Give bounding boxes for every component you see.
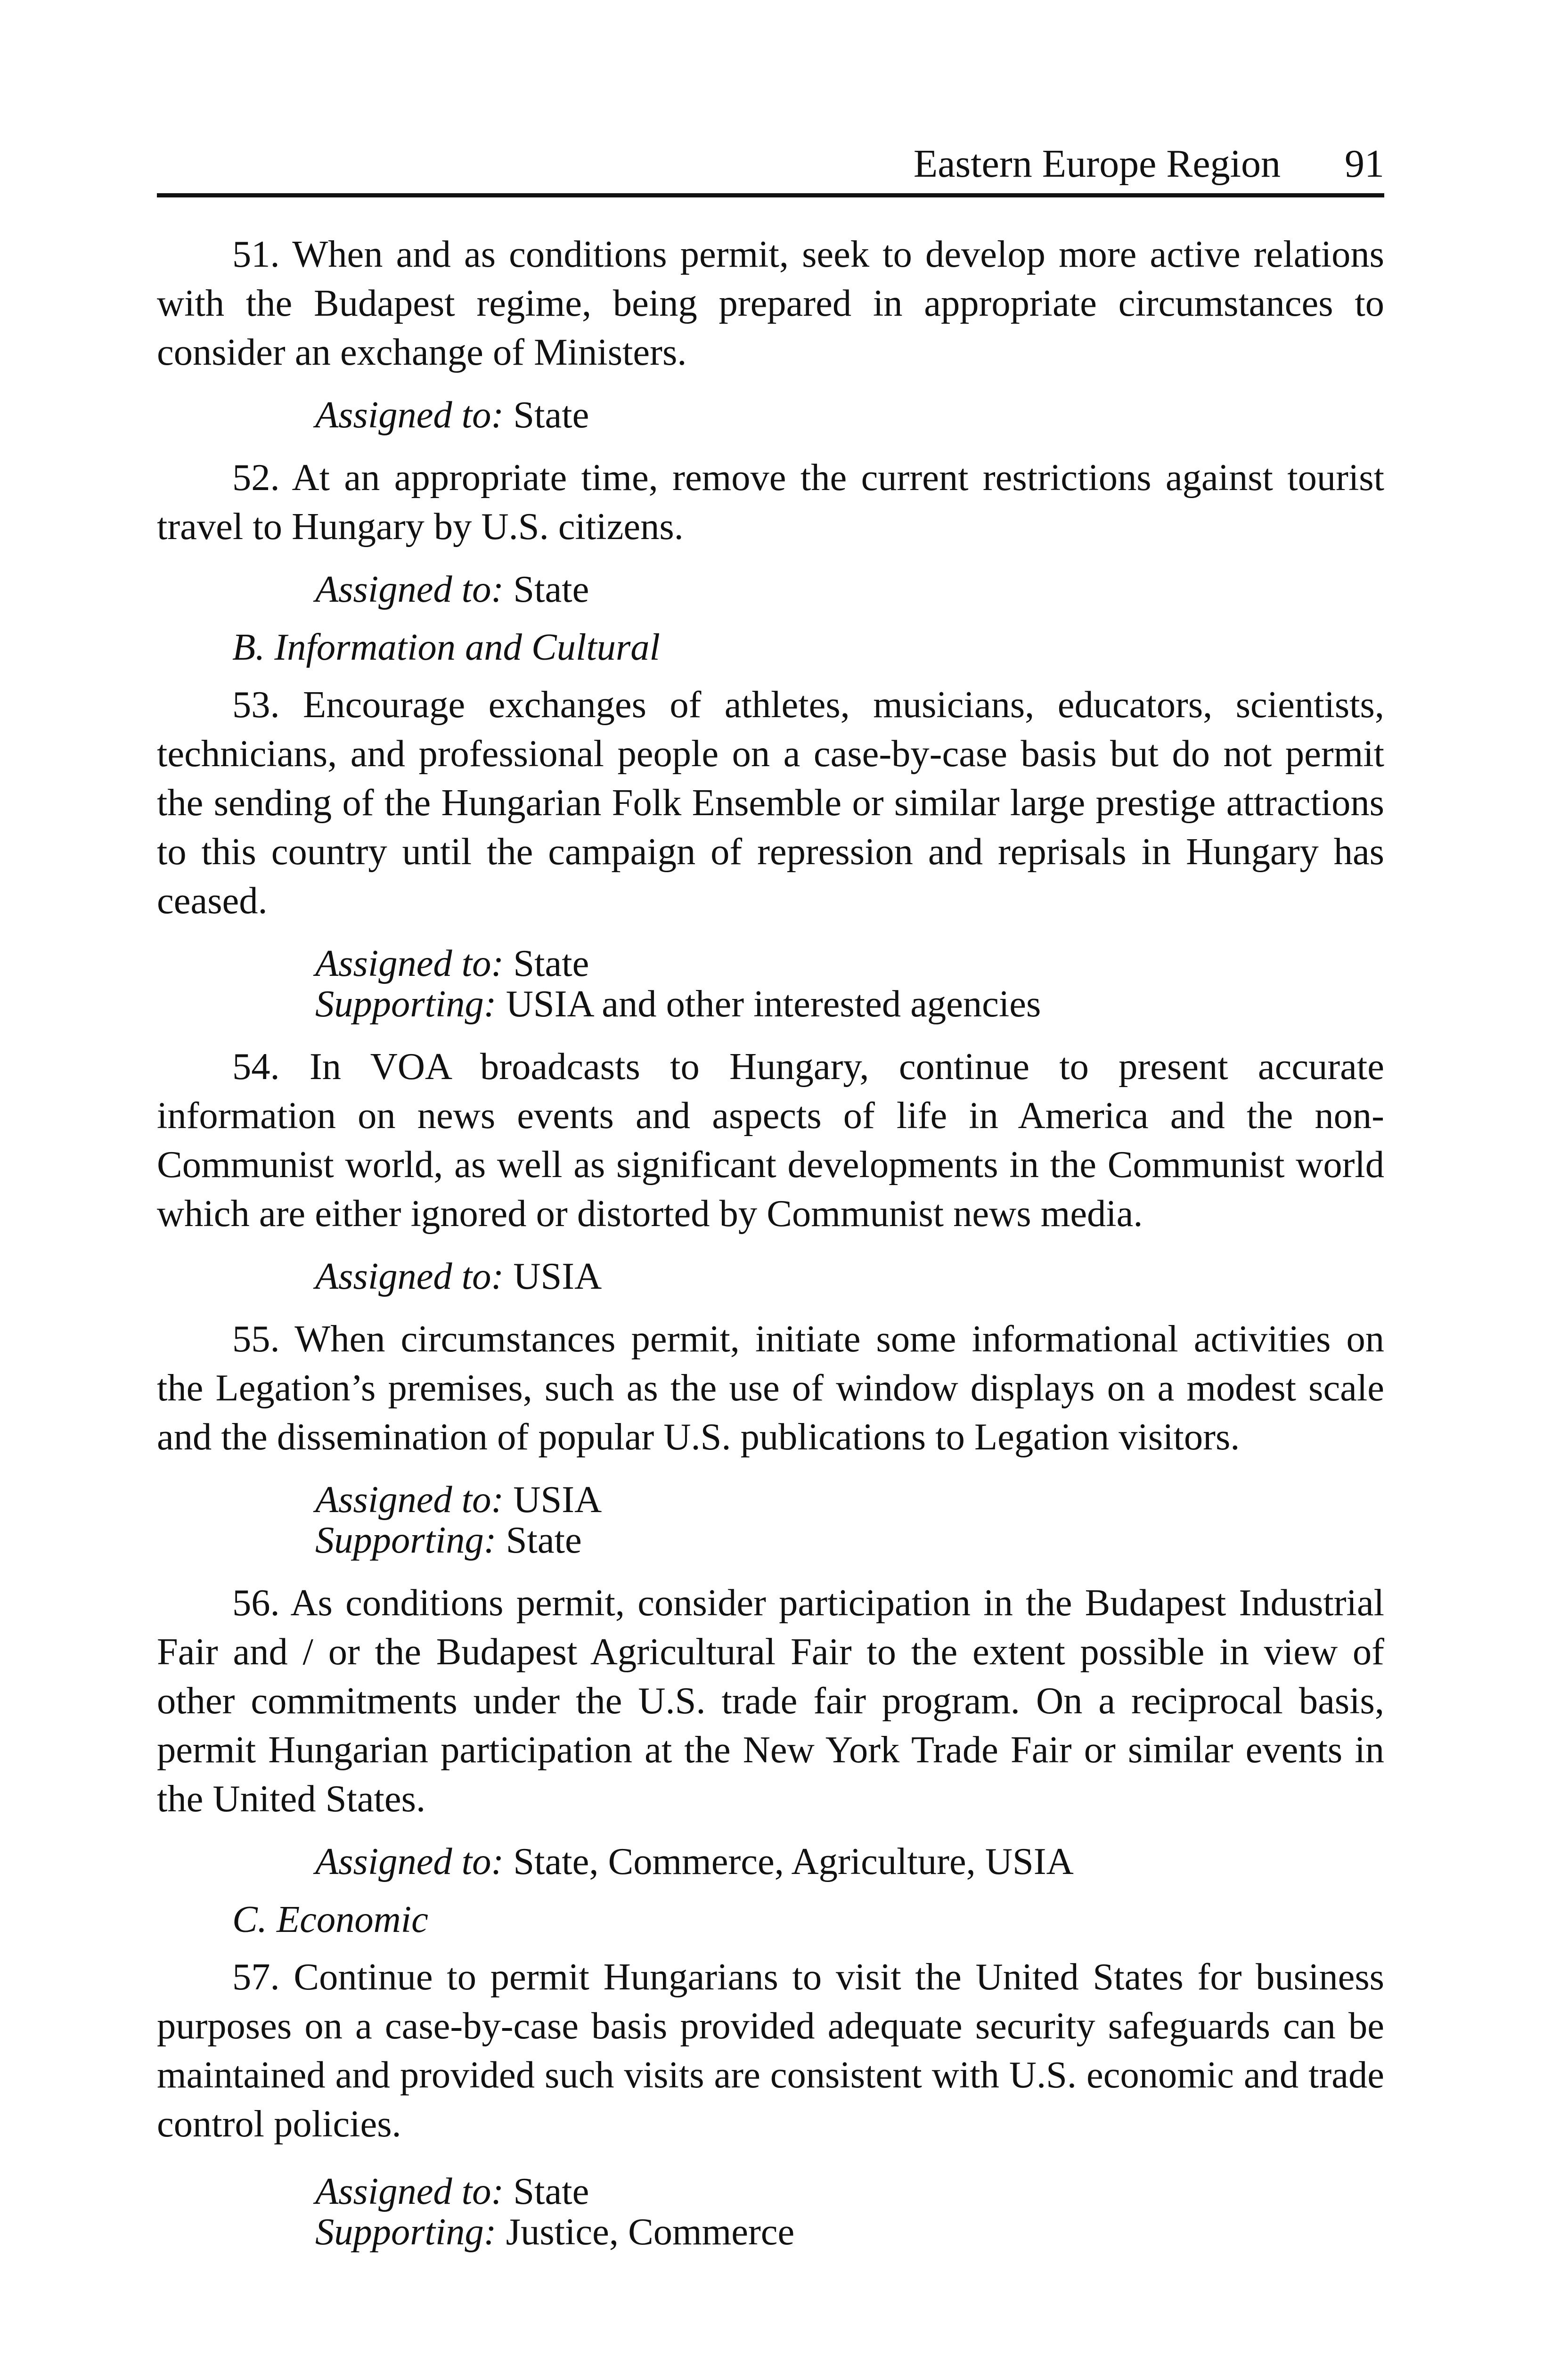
assigned-value: USIA bbox=[513, 1479, 602, 1521]
supporting-value: USIA and other interested agencies bbox=[506, 983, 1041, 1025]
supporting-value: Justice, Commerce bbox=[506, 2211, 795, 2253]
paragraph-57: 57. Continue to permit Hungarians to visit the United States for business purposes on a case-by-case basis provided adequate security safeguards can be maintained and provided such visits are consistent with U.S. economic and trade control policies. bbox=[157, 1956, 1384, 2145]
supporting-line-57 bbox=[157, 2212, 1384, 2252]
paragraph-55: 55. When circumstances permit, initiate some informational activities on the Legation’s premises, such as the use of window displays on a modest scale and the dissemination of popular U.S. publications to Legation visitors. bbox=[157, 1318, 1384, 1458]
assigned-line-55 bbox=[157, 1480, 1384, 1520]
body-text bbox=[157, 230, 1384, 2252]
supporting-label: Supporting: bbox=[315, 983, 497, 1025]
assigned-line-51 bbox=[157, 395, 1384, 435]
paragraph-53: 53. Encourage exchanges of athletes, musicians, educators, scientists, technicians, and professional people on a case-by-case basis but do not permit the sending of the Hungarian Folk Ensemble or similar large prestige attractions to this country until the campaign of repression and reprisals in Hungary has ceased. bbox=[157, 684, 1384, 922]
supporting-line-55 bbox=[157, 1520, 1384, 1561]
page-number: 91 bbox=[1345, 142, 1384, 186]
paragraph-54: 54. In VOA broadcasts to Hungary, continue to present accurate information on news events and aspects of life in America and the non-Communist world, as well as significant developments in the Communist world which are either ignored or distorted by Communist news media. bbox=[157, 1046, 1384, 1235]
assigned-line-52 bbox=[157, 569, 1384, 610]
paragraph-52: 52. At an appropriate time, remove the current restrictions against tourist travel to Hungary by U.S. citizens. bbox=[157, 457, 1384, 548]
book-page bbox=[157, 0, 1384, 2356]
assigned-value: State, Commerce, Agriculture, USIA bbox=[513, 1841, 1074, 1882]
assigned-label: Assigned to: bbox=[315, 1479, 504, 1521]
assigned-value: State bbox=[513, 2170, 589, 2212]
running-head-title: Eastern Europe Region bbox=[913, 142, 1281, 186]
running-head bbox=[157, 137, 1384, 197]
assigned-line-57 bbox=[157, 2171, 1384, 2212]
assigned-label: Assigned to: bbox=[315, 568, 504, 610]
supporting-label: Supporting: bbox=[315, 1519, 497, 1561]
section-heading-b: B. Information and Cultural bbox=[232, 626, 660, 668]
assigned-value: USIA bbox=[513, 1255, 602, 1297]
assigned-value: State bbox=[513, 394, 589, 436]
assigned-label: Assigned to: bbox=[315, 394, 504, 436]
assigned-label: Assigned to: bbox=[315, 942, 504, 984]
assigned-value: State bbox=[513, 568, 589, 610]
section-heading-c: C. Economic bbox=[232, 1898, 428, 1940]
assigned-value: State bbox=[513, 942, 589, 984]
assigned-label: Assigned to: bbox=[315, 1255, 504, 1297]
assigned-line-53 bbox=[157, 943, 1384, 984]
assigned-label: Assigned to: bbox=[315, 1841, 504, 1882]
paragraph-51: 51. When and as conditions permit, seek to develop more active relations with the Budapest regime, being prepared in appropriate circumstances to consider an exchange of Ministers. bbox=[157, 233, 1384, 373]
supporting-value: State bbox=[506, 1519, 582, 1561]
assigned-line-54 bbox=[157, 1256, 1384, 1297]
paragraph-56: 56. As conditions permit, consider participation in the Budapest Industrial Fair and / or the Budapest Agricultural Fair to the extent possible in view of other commitments under the U.S. trade fair program. On a reciprocal basis, permit Hungarian participation at the New York Trade Fair or similar events in the United States. bbox=[157, 1582, 1384, 1820]
assigned-line-56 bbox=[157, 1841, 1384, 1882]
supporting-line-53 bbox=[157, 984, 1384, 1024]
assigned-label: Assigned to: bbox=[315, 2170, 504, 2212]
supporting-label: Supporting: bbox=[315, 2211, 497, 2253]
